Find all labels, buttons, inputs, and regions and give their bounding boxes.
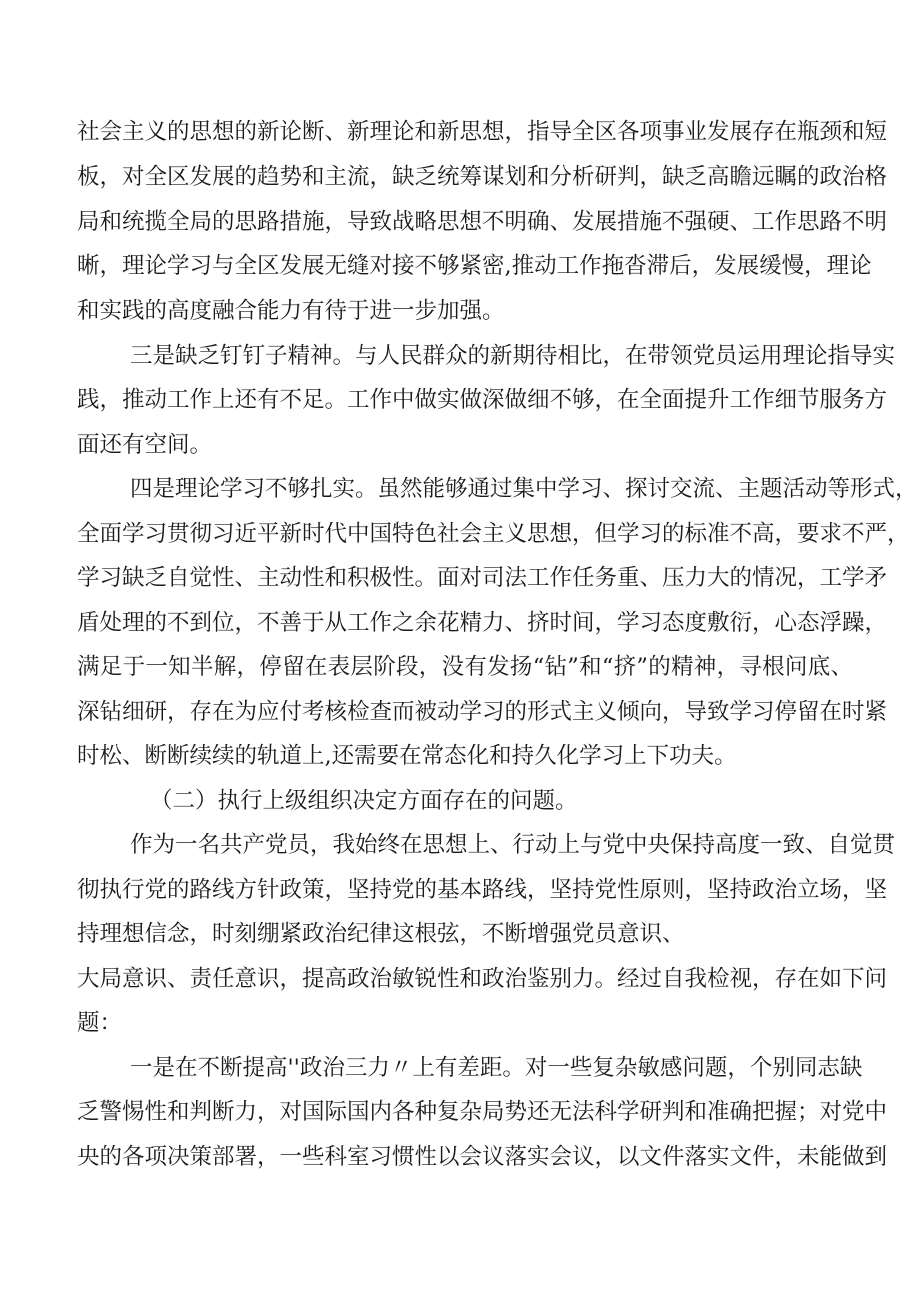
body-line: 社会主义的思想的新论断、新理论和新思想，指导全区各项事业发展存在瓶颈和短 (77, 119, 888, 145)
body-line: 深钻细研，存在为应付考核检查而被动学习的形式主义倾向，导致学习停留在时紧 (77, 699, 888, 725)
body-line: 晰，理论学习与全区发展无缝对接不够紧密,推动工作拖沓滞后，发展缓慢，理论 (77, 253, 872, 279)
body-line: 乏警惕性和判断力，对国际国内各种复杂局势还无法科学研判和准确把握；对党中 (77, 1099, 888, 1125)
paragraph-start-line: 一是在不断提高''政治三力〃上有差距。对一些复杂敏感问题，个别同志缺 (130, 1055, 863, 1081)
section-heading: （二）执行上级组织决定方面存在的问题。 (150, 788, 578, 814)
body-line: 和实践的高度融合能力有待于进一步加强。 (77, 298, 505, 324)
body-line: 盾处理的不到位，不善于从工作之余花精力、挤时间，学习态度敷衍，心态浮躁， (77, 610, 888, 636)
body-line: 满足于一知半解，停留在表层阶段，没有发扬“钻”和“挤”的精神，寻根问底、 (77, 654, 853, 680)
body-line: 时松、断断续续的轨道上,还需要在常态化和持久化学习上下功夫。 (77, 743, 737, 769)
body-line: 践，推动工作上还有不足。工作中做实做深做细不够，在全面提升工作细节服务方 (77, 387, 888, 413)
paragraph-start-line: 作为一名共产党员，我始终在思想上、行动上与党中央保持高度一致、自觉贯 (130, 832, 896, 858)
paragraph-start-line: 三是缺乏钉钉子精神。与人民群众的新期待相比，在带领党员运用理论指导实 (130, 343, 896, 369)
body-line: 彻执行党的路线方针政策，坚持党的基本路线，坚持党性原则，坚持政治立场，坚 (77, 877, 888, 903)
body-line: 板，对全区发展的趋势和主流，缺乏统筹谋划和分析研判，缺乏高瞻远瞩的政治格 (77, 164, 888, 190)
body-line: 持理想信念，时刻绷紧政治纪律这根弦，不断增强党员意识、 (77, 921, 685, 947)
body-line: 题： (77, 1010, 123, 1036)
body-line: 央的各项决策部署，一些科室习惯性以会议落实会议，以文件落实文件，未能做到 (77, 1144, 888, 1170)
body-line: 面还有空间。 (77, 432, 213, 458)
paragraph-start-line: 四是理论学习不够扎实。虽然能够通过集中学习、探讨交流、主题活动等形式， (130, 476, 918, 502)
body-line: 局和统揽全局的思路措施，导致战略思想不明确、发展措施不强硬、工作思路不明 (77, 209, 888, 235)
body-line: 学习缺乏自觉性、主动性和积极性。面对司法工作任务重、压力大的情况，工学矛 (77, 565, 888, 591)
body-line: 大局意识、责任意识，提高政治敏锐性和政治鉴别力。经过自我检视，存在如下问 (77, 966, 888, 992)
body-line: 全面学习贯彻习近平新时代中国特色社会主义思想，但学习的标准不高，要求不严， (77, 521, 910, 547)
